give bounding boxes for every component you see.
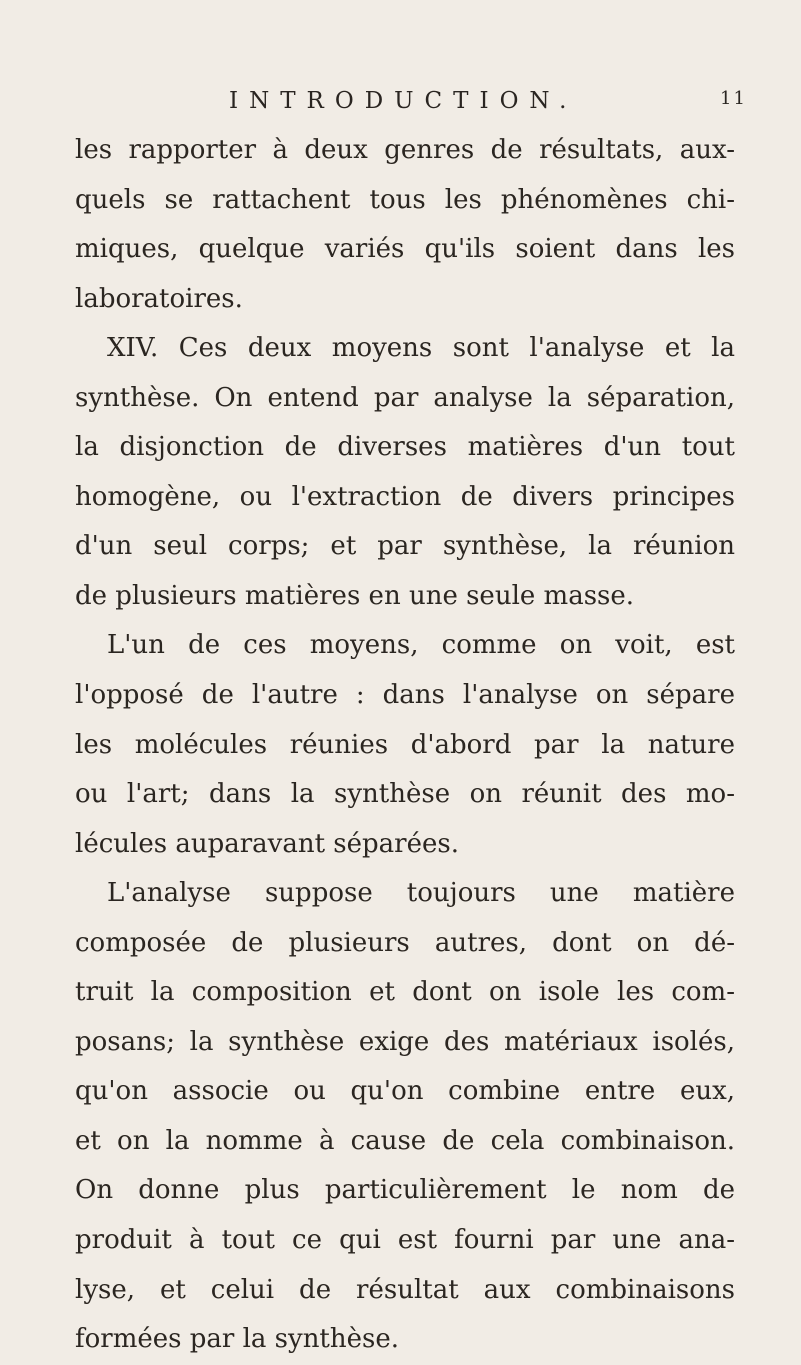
text-line: et on la nomme à cause de cela combinaison.	[75, 1125, 735, 1156]
text-line: homogène, ou l'extraction de divers principes	[75, 481, 735, 512]
running-title: INTRODUCTION.	[229, 88, 578, 114]
text-line: L'analyse suppose toujours une matière	[107, 878, 735, 909]
text-line: l'opposé de l'autre : dans l'analyse on sépare	[75, 680, 735, 711]
text-line: synthèse. On entend par analyse la séparation,	[75, 382, 735, 413]
text-line: produit à tout ce qui est fourni par une ana-	[75, 1225, 735, 1256]
text-line: d'un seul corps; et par synthèse, la réunion	[75, 531, 735, 562]
text-line: posans; la synthèse exige des matériaux isolés,	[75, 1026, 735, 1057]
text-line: lécules auparavant séparées.	[75, 828, 459, 859]
text-line: ou l'art; dans la synthèse on réunit des mo-	[75, 779, 735, 810]
text-line: truit la composition et dont on isole les com-	[75, 977, 735, 1008]
text-line: L'un de ces moyens, comme on voit, est	[107, 630, 735, 661]
text-line: laboratoires.	[75, 283, 243, 314]
text-line: de plusieurs matières en une seule masse.	[75, 580, 635, 611]
body-text	[75, 126, 735, 1365]
text-line: formées par la synthèse.	[75, 1324, 400, 1355]
text-line: quels se rattachent tous les phénomènes chi-	[75, 184, 735, 215]
text-line: les molécules réunies d'abord par la nature	[75, 729, 735, 760]
page-number: 11	[720, 88, 747, 109]
text-line: composée de plusieurs autres, dont on dé-	[75, 927, 735, 958]
text-line: miques, quelque variés qu'ils soient dans les	[75, 234, 735, 265]
text-line: XIV. Ces deux moyens sont l'analyse et la	[107, 333, 735, 364]
text-line: la disjonction de diverses matières d'un tout	[75, 432, 735, 463]
text-line: les rapporter à deux genres de résultats, aux-	[75, 135, 735, 165]
text-line: On donne plus particulièrement le nom de	[75, 1175, 735, 1206]
text-line: lyse, et celui de résultat aux combinaisons	[75, 1274, 735, 1305]
running-head	[0, 88, 801, 118]
text-line: qu'on associe ou qu'on combine entre eux,	[75, 1076, 735, 1107]
